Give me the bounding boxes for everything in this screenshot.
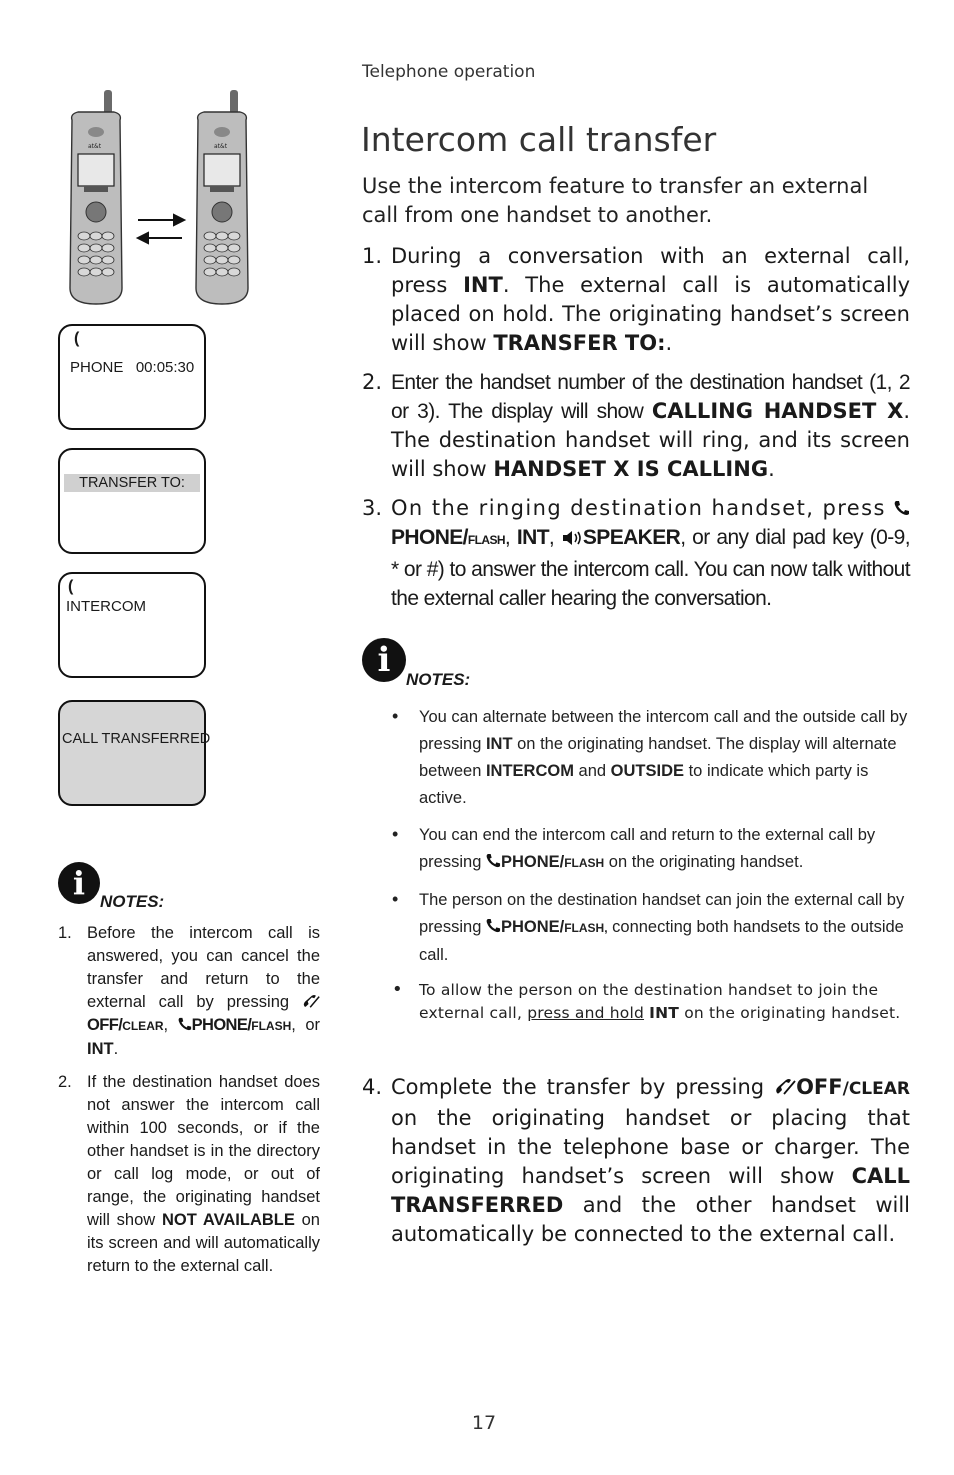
display-text: TRANSFER TO: [493,331,666,355]
steps-list [362,242,910,623]
int-key-label: INT [463,273,503,297]
handsets-illustration [64,88,260,310]
list-item: 2. If the destination handset does not answer the intercom call within 100 seconds, or if the other handset is in the directory or call log mode, or out of range, the originating handset will show NOT AVAILABLE on its screen and will automatically return to the external call. [58,1073,320,1275]
step-4: 4. Complete the transfer by pressing OFF/CLEAR on the originating handset or placing that handset in the telephone base or charger. The originating handset’s screen will show CALL TRANSFERRED and the other handset will automatically be connected to the external call. [362,1073,910,1249]
display-text: CALL TRANSFERRED [391,1164,910,1217]
section-label: Telephone operation [362,62,536,82]
phone-icon [894,500,910,516]
list-item: • To allow the person on the destination handset to join the external call, press and hold INT on the originating handset. [362,979,910,1025]
notes-list [58,922,320,1278]
step-2: 2. Enter the handset number of the destination handset (1, 2 or 3). The display will show CALLING HANDSET X. The destination handset will ring, and its screen will show HANDSET X IS CALLING. [362,368,910,484]
handset-signal-icon: ( [68,578,74,595]
notes-section-left [58,862,320,1288]
svg-text:at&t: at&t [214,143,228,150]
screen-text: CALL TRANSFERRED [62,731,211,747]
page-title: Intercom call transfer [361,120,717,159]
notes-section [362,638,910,1035]
info-icon: i [58,862,100,904]
list-item: • The person on the destination handset can join the external call by pressing PHONE/FLASH, connecting both handsets to the outside call. [362,887,910,969]
phone-icon [486,918,501,933]
phone-icon [178,1017,192,1031]
list-item: • You can end the intercom call and return to the external call by pressing PHONE/FLASH on the originating handset. [362,822,910,877]
list-item: 1. Before the intercom call is answered, you can cancel the transfer and return to the external call by pressing OFF/CLEAR, PHONE/FLASH, or INT. [58,924,320,1058]
screen-text: INTERCOM [66,598,146,615]
step-number: 4. [362,1075,383,1099]
intro-paragraph: Use the intercom feature to transfer an external call from one handset to another. [362,174,869,227]
notes-bullets [362,704,910,1025]
svg-text:at&t: at&t [88,143,102,150]
notes-heading: NOTES: [100,892,165,911]
speaker-icon [561,530,583,546]
step-3: 3. On the ringing destination handset, press PHONE/FLASH, INT, SPEAKER, or any dial pad key (0-9, * or #) to answer the intercom call. You can now talk without the external caller hearing the conversation. [362,494,910,613]
handset-left [70,90,122,304]
step-1: 1. During a conversation with an external call, press INT. The external call is automatically placed on hold. The originating handset’s screen will show TRANSFER TO:. [362,242,910,358]
lcd-screen-intercom [58,572,206,678]
screen-text: TRANSFER TO: [64,474,200,492]
phone-icon [486,853,501,868]
step-number: 3. [362,496,383,520]
step-number: 2. [362,370,383,394]
off-icon [774,1078,796,1096]
display-text: CALLING HANDSET X [651,399,904,423]
info-icon: i [362,638,406,682]
step-number: 1. [362,244,383,268]
transfer-arrows-icon [138,215,184,243]
list-item: • You can alternate between the intercom call and the outside call by pressing INT on the originating handset. The display will alternate between INTERCOM and OUTSIDE to indicate which party is active. [362,704,910,812]
handset-right [196,90,248,304]
lcd-screen-transferred [58,700,211,806]
notes-heading: NOTES: [406,670,471,689]
lcd-screen-transfer [58,448,206,554]
off-icon [302,994,320,1009]
screen-text: PHONE 00:05:30 [70,359,195,376]
page-number: 17 [471,1412,497,1434]
display-text: HANDSET X IS CALLING [493,457,769,481]
lcd-screen-phone [58,324,206,430]
handset-signal-icon: ( [74,330,80,347]
